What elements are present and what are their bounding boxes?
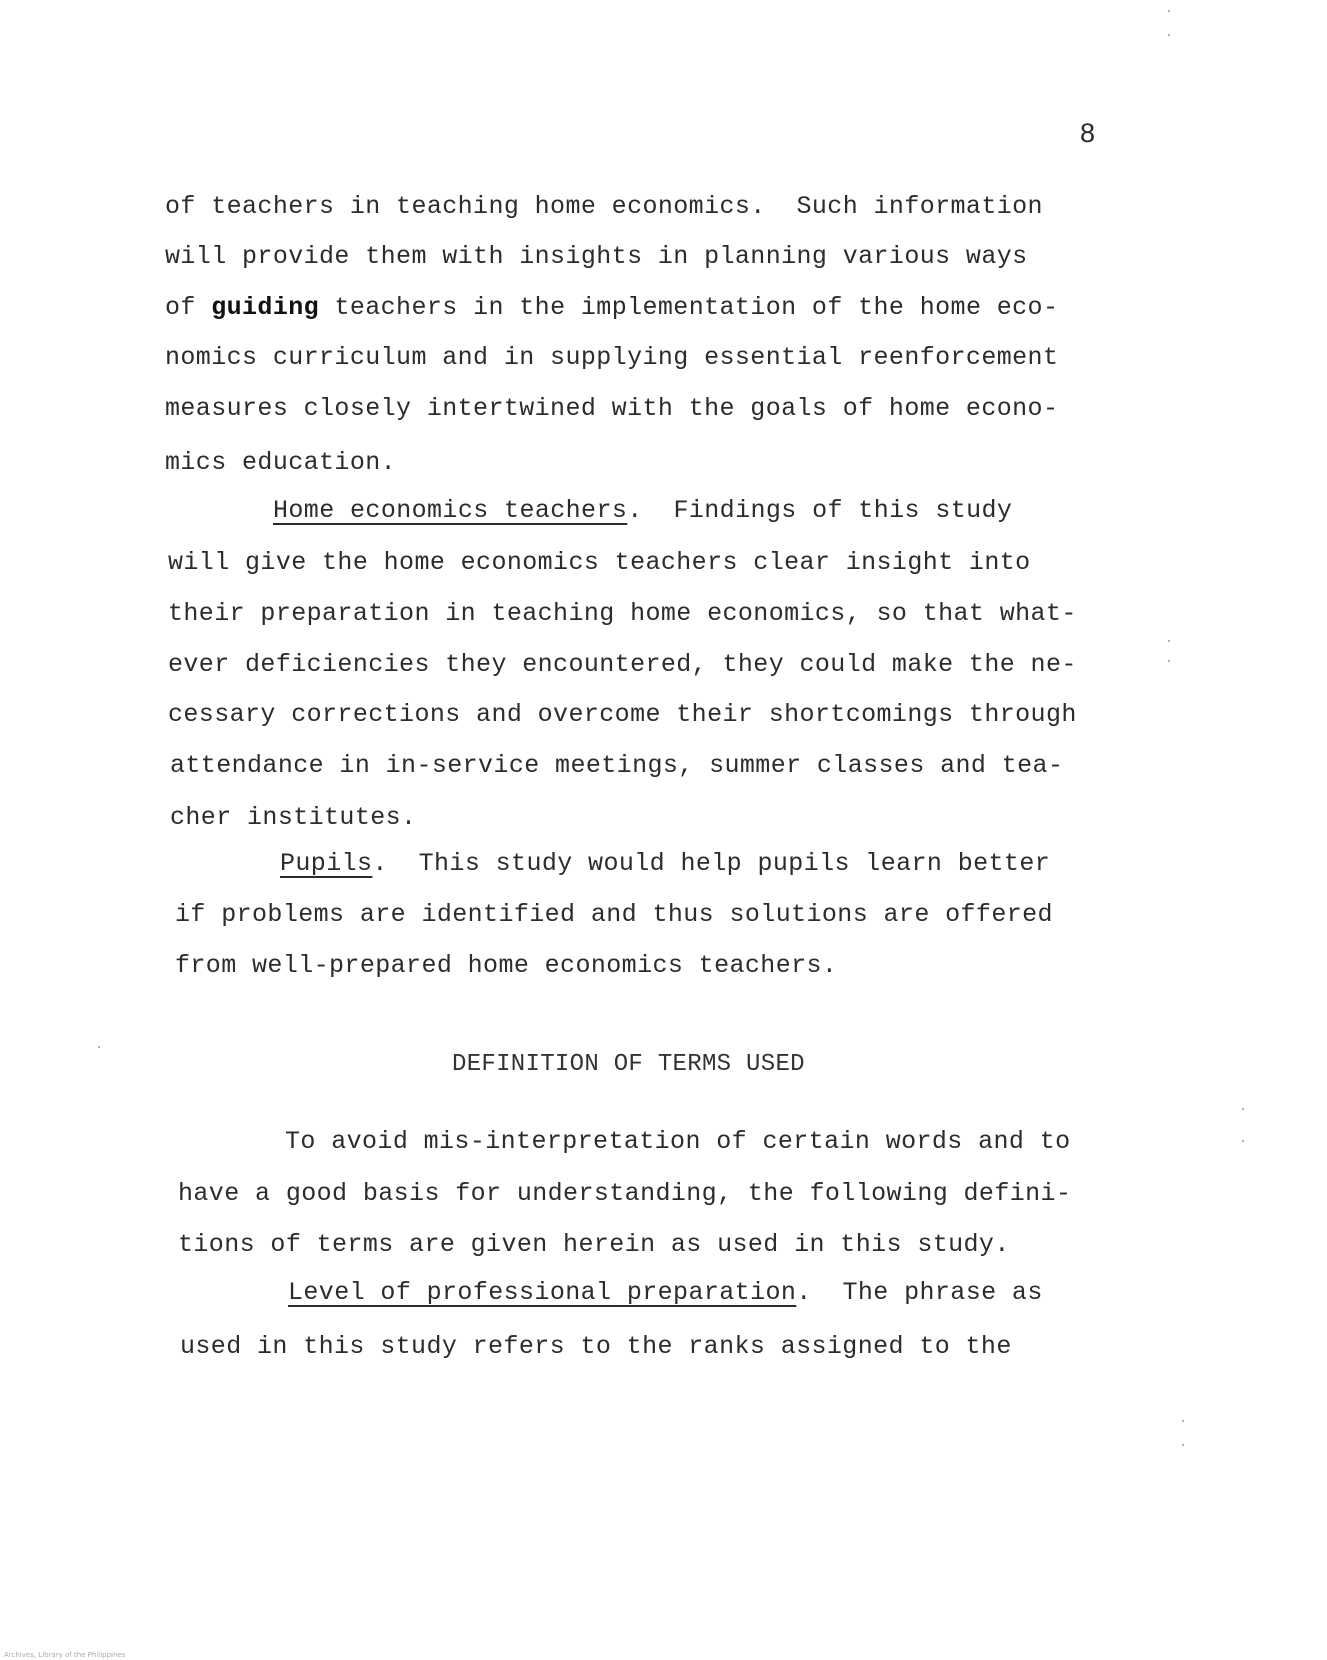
text-fragment: . This study would help pupils learn better bbox=[372, 849, 1051, 878]
text-line: nomics curriculum and in supplying essential reenforcement bbox=[165, 343, 1059, 372]
text-line bbox=[288, 1278, 1043, 1307]
scan-speck bbox=[1168, 10, 1170, 12]
scan-speck bbox=[1168, 640, 1170, 642]
text-line: cessary corrections and overcome their shortcomings through bbox=[168, 700, 1077, 729]
text-line: of teachers in teaching home economics. Such information bbox=[165, 192, 1043, 221]
scan-speck bbox=[1182, 1420, 1184, 1422]
text-line: will provide them with insights in planning various ways bbox=[165, 242, 1028, 271]
text-fragment: . The phrase as bbox=[796, 1278, 1043, 1307]
text-line: attendance in in-service meetings, summer classes and tea- bbox=[170, 751, 1064, 780]
text-line: ever deficiencies they encountered, they could make the ne- bbox=[168, 650, 1077, 679]
text-line: used in this study refers to the ranks assigned to the bbox=[180, 1332, 1012, 1361]
scan-speck bbox=[1242, 1140, 1244, 1142]
text-line bbox=[165, 293, 1058, 322]
scan-speck bbox=[1168, 660, 1170, 662]
text-line: mics education. bbox=[165, 448, 397, 477]
text-line: To avoid mis-interpretation of certain words and to bbox=[285, 1127, 1071, 1156]
scan-speck bbox=[1182, 1444, 1184, 1446]
text-line: cher institutes. bbox=[170, 803, 417, 832]
subsection-heading: Home economics teachers bbox=[273, 496, 628, 525]
text-line bbox=[273, 496, 1012, 525]
page-number: 8 bbox=[1080, 118, 1096, 148]
text-line: their preparation in teaching home economics, so that what- bbox=[168, 599, 1077, 628]
text-line: have a good basis for understanding, the following defini- bbox=[178, 1179, 1072, 1208]
scan-footer: Archives, Library of the Philippines bbox=[4, 1651, 126, 1659]
subsection-heading: Level of professional preparation bbox=[288, 1278, 797, 1307]
text-line: from well-prepared home economics teachers. bbox=[175, 951, 838, 980]
text-line: measures closely intertwined with the goals of home econo- bbox=[165, 394, 1059, 423]
text-fragment: teachers in the implementation of the home eco- bbox=[319, 293, 1059, 322]
section-title: DEFINITION OF TERMS USED bbox=[452, 1051, 805, 1078]
text-line bbox=[280, 849, 1050, 878]
text-fragment: . Findings of this study bbox=[627, 496, 1013, 525]
text-line: will give the home economics teachers clear insight into bbox=[168, 548, 1031, 577]
text-line: if problems are identified and thus solutions are offered bbox=[175, 900, 1053, 929]
text-fragment: of bbox=[165, 293, 212, 322]
text-line: tions of terms are given herein as used in this study. bbox=[178, 1230, 1010, 1259]
scan-speck bbox=[1168, 34, 1170, 36]
bold-word: guiding bbox=[211, 293, 320, 322]
subsection-heading: Pupils bbox=[280, 849, 373, 878]
scan-speck bbox=[1242, 1108, 1244, 1110]
scan-speck bbox=[98, 1046, 100, 1048]
